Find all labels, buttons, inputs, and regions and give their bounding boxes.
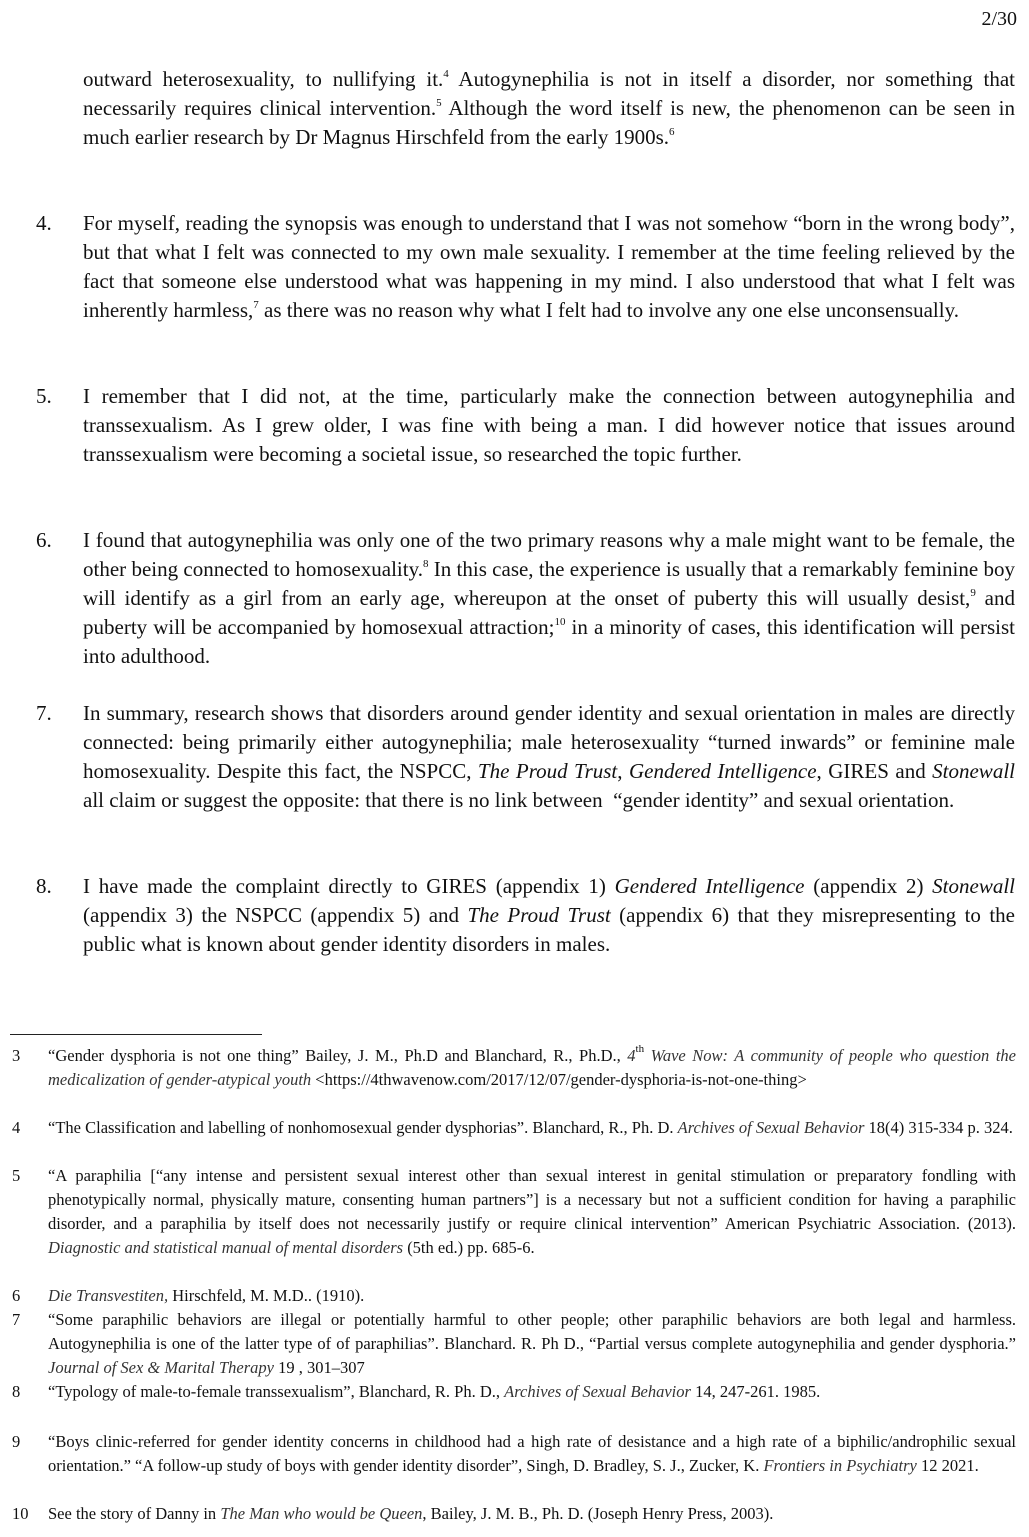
footnote-number: 4 [12, 1118, 21, 1137]
paragraph-number: 6. [36, 528, 52, 552]
page-number: 2/30 [981, 8, 1017, 30]
paragraph-number: 5. [36, 384, 52, 408]
footnote-ref: 8 [422, 558, 429, 570]
footnote-ref: 5 [436, 97, 442, 109]
paragraph-6: I found that autogynephilia was only one of the two primary reasons why a male might want to be female, the other being connected to homosexuality.$^8$ In this case, the experience is usually that a remarkably feminine boy will identify as a girl from an early age, whereupon at the onset of puberty this will usually desist,$^9$ and puberty will be accompanied by homosexual attraction;$^{10}$ in a minority of cases, this identification will persist into adulthood. [83, 528, 1016, 668]
footnote-number: 6 [12, 1286, 21, 1305]
footnote-5: “A paraphilia [“any intense and persistent sexual interest other than sexual interest in genital stimulation or preparatory fondling with phenotypically normal, physically mature, consenting human partners”] is a necessary but not a sufficient condition for having a paraphilic disorder, and a paraphilia by itself does not necessarily justify or require clinical intervention” American Psychiatric Association. (2013). Diagnostic and statistical manual of mental disorders (5th ed.) pp. 685-6. [48, 1166, 1016, 1257]
paragraph-4: For myself, reading the synopsis was enough to understand that I was not somehow “born in the wrong body”, but that what I felt was connected to my own male sexuality. I remember at the time feeling relieved by the fact that someone else understood what was happening in my mind. I also understood that what I felt was inherently harmless,$^7$ as there was no reason why what I felt had to involve any one else unconsensually. [83, 211, 1015, 322]
footnote-6: Die Transvestiten, Hirschfeld, M. M.D.. (1910). [48, 1286, 365, 1305]
paragraph-7: In summary, research shows that disorders around gender identity and sexual orientation in males are directly connected: being primarily either autogynephilia; male heterosexuality “turned inwards” or feminine male homosexuality. Despite this fact, the NSPCC, The Proud Trust, Gendered Intelligence, GIRES and Stonewall all claim or suggest the opposite: that there is no link between “gender identity” and sexual orientation. [83, 701, 1015, 812]
footnote-9: “Boys clinic-referred for gender identity concerns in childhood had a high rate of desistance and a high rate of a biphilic/androphilic sexual orientation.” “A follow-up study of boys with gender identity disorder”, Singh, D. Bradley, S. J., Zucker, K. Frontiers in Psychiatry 12 2021. [48, 1432, 1016, 1475]
paragraph-continuation: outward heterosexuality, to nullifying it.$^4$ Autogynephilia is not in itself a disorder, nor something that necessarily requires clinical intervention.$^5$ Although the word itself is new, the phenomenon can be seen in much earlier research by Dr Magnus Hirschfeld from the early 1900s.$^6$ [83, 67, 1015, 149]
footnote-ref: 10 [554, 616, 566, 628]
footnote-ref: 6 [669, 126, 675, 138]
paragraph-number: 4. [36, 211, 52, 235]
paragraph-8: I have made the complaint directly to GIRES (appendix 1) Gendered Intelligence (appendix 2) Stonewall (appendix 3) the NSPCC (appendix 5) and The Proud Trust (appendix 6) that they misrepresenting to the public what is known about gender identity disorders in males. [83, 874, 1016, 956]
footnote-ref: 9 [970, 587, 976, 599]
footnote-10: See the story of Danny in The Man who would be Queen, Bailey, J. M. B., Ph. D. (Joseph Henry Press, 2003). [48, 1504, 774, 1523]
footnote-4: “The Classification and labelling of nonhomosexual gender dysphorias”. Blanchard, R., Ph. D. Archives of Sexual Behavior 18(4) 315-334 p. 324. [48, 1118, 1013, 1137]
footnote-ref: 4 [443, 68, 449, 80]
footnote-number: 8 [12, 1382, 21, 1401]
paragraph-number: 8. [36, 874, 52, 898]
footnote-8: “Typology of male-to-female transsexualism”, Blanchard, R. Ph. D., Archives of Sexual Behavior 14, 247-261. 1985. [48, 1382, 821, 1401]
footnote-number: 3 [12, 1046, 21, 1065]
paragraph-number: 7. [36, 701, 52, 725]
footnote-ref: 7 [253, 299, 259, 311]
footnote-7: “Some paraphilic behaviors are illegal or potentially harmful to other people; other paraphilic behaviors are both legal and harmless. Autogynephilia is one of the latter type of of paraphilias”. Blanchard. R. Ph D., “Partial versus complete autogynephilia and gender dysphoria.” Journal of Sex & Marital Therapy 19 , 301–307 [48, 1310, 1016, 1377]
footnote-number: 9 [12, 1432, 21, 1451]
footnote-number: 10 [12, 1504, 29, 1523]
footnote-separator [10, 1034, 262, 1035]
footnote-number: 5 [12, 1166, 21, 1185]
paragraph-5: I remember that I did not, at the time, particularly make the connection between autogynephilia and transsexualism. As I grew older, I was fine with being a man. I did however notice that issues around transsexualism were becoming a societal issue, so researched the topic further. [83, 384, 1015, 466]
footnote-number: 7 [12, 1310, 21, 1329]
footnote-3: “Gender dysphoria is not one thing” Bailey, J. M., Ph.D and Blanchard, R., Ph.D., 4th Wave Now: A community of people who question the medicalization of gender-atypical youth <https://4thwavenow.com/2017/12/07/gender-dysphoria-is-not-one-thing> [48, 1043, 1016, 1089]
